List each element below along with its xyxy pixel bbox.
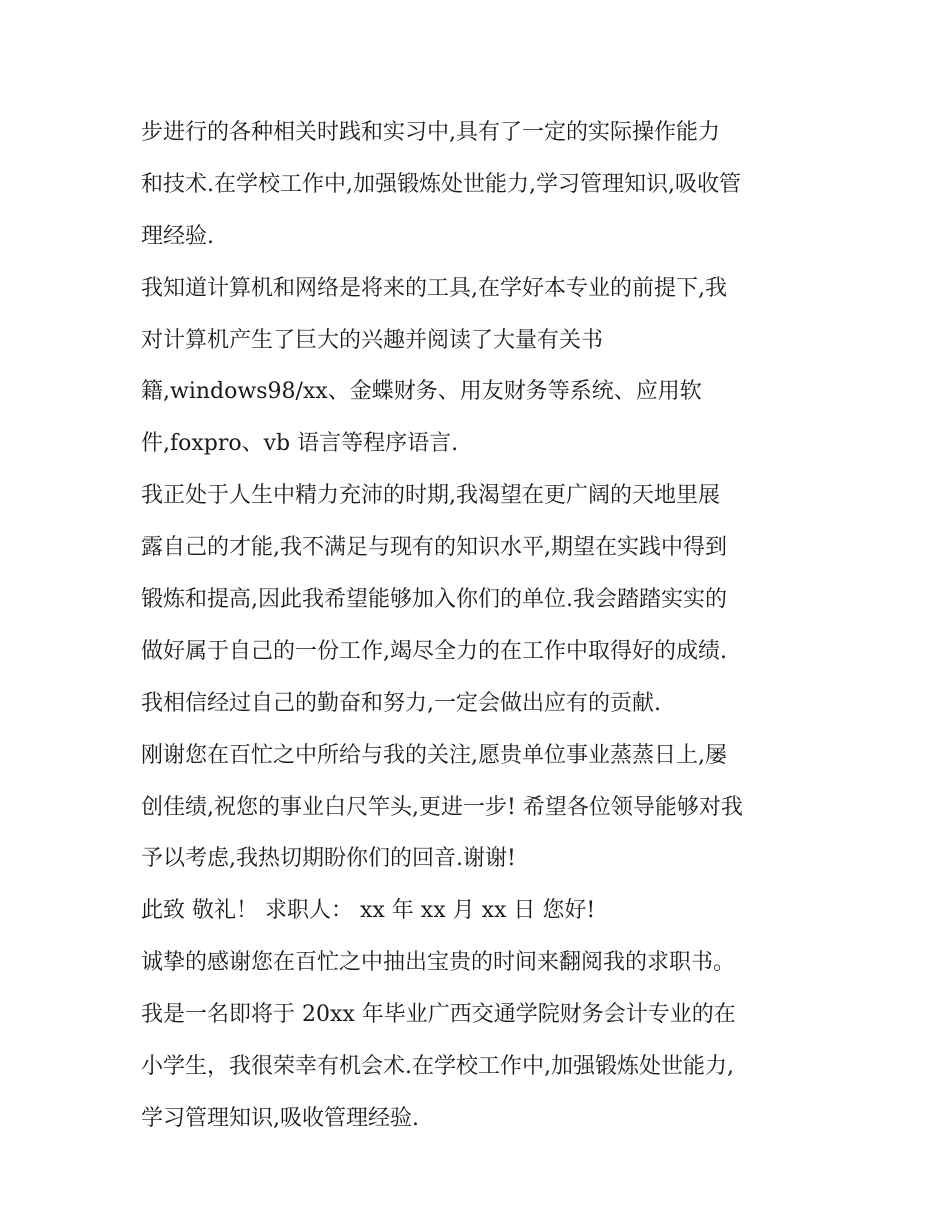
text-line: 小学生，我很荣幸有机会术.在学校工作中,加强锻炼处世能力, bbox=[141, 1054, 734, 1080]
text-line: 我正处于人生中精力充沛的时期,我渴望在更广阔的天地里展 bbox=[141, 483, 720, 509]
text-line: 予以考虑,我热切期盼你们的回音.谢谢! bbox=[141, 846, 516, 872]
text-line: 此致 敬礼！ 求职人： xx 年 xx 月 xx 日 您好! bbox=[141, 898, 596, 924]
text-line: 诚挚的感谢您在百忙之中抽出宝贵的时间来翻阅我的求职书。 bbox=[141, 950, 736, 976]
text-line: 我相信经过自己的勤奋和努力,一定会做出应有的贡献. bbox=[141, 690, 661, 716]
text-line: 学习管理知识,吸收管理经验. bbox=[141, 1105, 419, 1131]
text-line: 和技术.在学校工作中,加强锻炼处世能力,学习管理知识,吸收管 bbox=[141, 171, 741, 197]
text-line: 步进行的各种相关时践和实习中,具有了一定的实际操作能力 bbox=[141, 120, 720, 145]
text-line: 做好属于自己的一份工作,竭尽全力的在工作中取得好的成绩. bbox=[141, 638, 727, 664]
text-line: 对计算机产生了巨大的兴趣并阅读了大量有关书 bbox=[141, 327, 604, 353]
text-line: 锻炼和提高,因此我希望能够加入你们的单位.我会踏踏实实的 bbox=[141, 587, 727, 613]
text-line: 件,foxpro、vb 语言等程序语言. bbox=[141, 431, 459, 457]
document-body bbox=[141, 107, 821, 1145]
text-line: 刚谢您在百忙之中所给与我的关注,愿贵单位事业蒸蒸日上,屡 bbox=[141, 742, 727, 768]
text-line: 露自己的才能,我不满足与现有的知识水平,期望在实践中得到 bbox=[141, 535, 727, 561]
text-line: 理经验. bbox=[141, 223, 214, 249]
text-line: 籍,windows98/xx、金蝶财务、用友财务等系统、应用软 bbox=[141, 379, 702, 405]
text-line: 创佳绩,祝您的事业白尺竿头,更进一步! 希望各位领导能够对我 bbox=[141, 794, 743, 820]
text-line: 我是一名即将于 20xx 年毕业广西交通学院财务会计专业的在 bbox=[141, 1002, 736, 1028]
text-line: 我知道计算机和网络是将来的工具,在学好本专业的前提下,我 bbox=[141, 275, 727, 301]
